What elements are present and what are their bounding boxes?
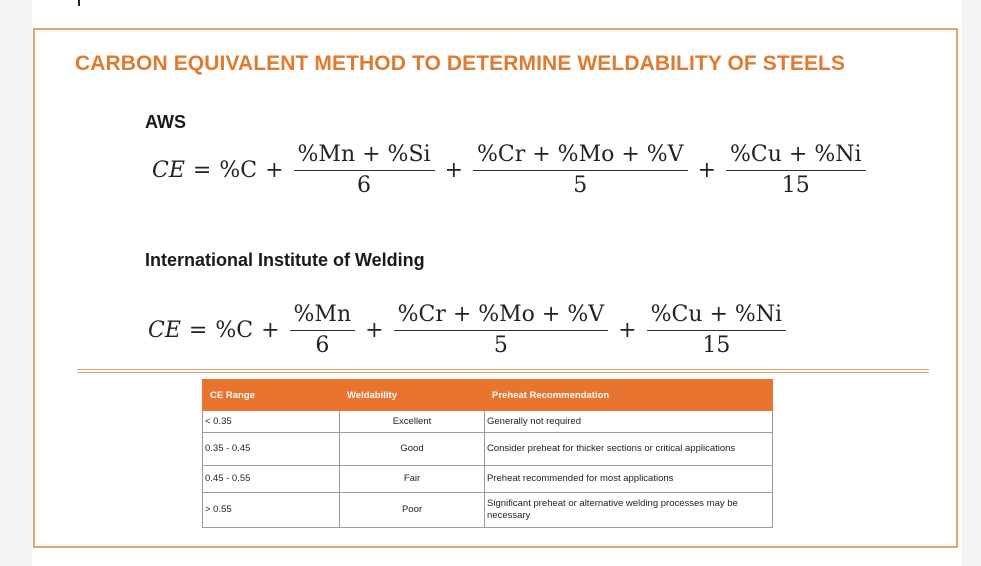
plus-sign: + — [697, 158, 716, 184]
aws-heading: AWS — [145, 112, 187, 132]
weldability-cell: Excellent — [340, 411, 485, 433]
denominator: 15 — [781, 173, 810, 199]
numerator: %Mn + %Si — [294, 143, 435, 171]
numerator: %Mn — [290, 303, 356, 331]
divider-line — [77, 369, 929, 370]
table-row — [203, 433, 773, 466]
aws-formula — [152, 143, 868, 198]
preheat-cell: Consider preheat for thicker sections or critical applications — [485, 433, 773, 466]
equals-sign: = — [188, 318, 208, 344]
preheat-cell: Preheat recommended for most applications — [485, 466, 773, 493]
page-edge-mark — [78, 0, 80, 6]
carbon-term: %C — [219, 158, 258, 184]
weldability-cell: Fair — [340, 466, 485, 493]
numerator: %Cu + %Ni — [726, 143, 866, 171]
column-header-ce-range: CE Range — [203, 380, 340, 411]
table-row — [203, 466, 773, 493]
plus-sign: + — [265, 158, 284, 184]
fraction-cr-mo-v — [394, 303, 609, 358]
formula-lhs: CE — [152, 158, 185, 184]
table-row — [203, 493, 773, 528]
ce-range-cell: 0.45 - 0.55 — [203, 466, 340, 493]
column-header-preheat: Preheat Recommendation — [485, 380, 773, 411]
plus-sign: + — [365, 318, 384, 344]
column-header-weldability: Weldability — [340, 380, 485, 411]
denominator: 15 — [702, 333, 731, 359]
ce-range-cell: > 0.55 — [203, 493, 340, 528]
carbon-term: %C — [215, 318, 254, 344]
preheat-cell: Significant preheat or alternative welding processes may be necessary — [485, 493, 773, 528]
denominator: 5 — [493, 333, 508, 359]
fraction-cu-ni — [647, 303, 787, 358]
preheat-cell: Generally not required — [485, 411, 773, 433]
denominator: 5 — [573, 173, 588, 199]
plus-sign: + — [444, 158, 463, 184]
fraction-cr-mo-v — [473, 143, 688, 198]
weldability-table — [202, 379, 773, 528]
iiw-heading: International Institute of Welding — [145, 250, 425, 270]
document-title: CARBON EQUIVALENT METHOD TO DETERMINE WELDABILITY OF STEELS — [75, 52, 846, 75]
numerator: %Cr + %Mo + %V — [473, 143, 688, 171]
equals-sign: = — [192, 158, 212, 184]
table-header-row — [203, 380, 773, 411]
plus-sign: + — [261, 318, 280, 344]
numerator: %Cr + %Mo + %V — [394, 303, 609, 331]
table-row — [203, 411, 773, 433]
weldability-cell: Poor — [340, 493, 485, 528]
ce-range-cell: < 0.35 — [203, 411, 340, 433]
plus-sign: + — [618, 318, 637, 344]
fraction-mn-si — [294, 143, 435, 198]
fraction-mn — [290, 303, 356, 358]
fraction-cu-ni — [726, 143, 866, 198]
iiw-formula — [148, 303, 788, 358]
denominator: 6 — [315, 333, 330, 359]
divider-line — [77, 372, 929, 373]
weldability-cell: Good — [340, 433, 485, 466]
ce-range-cell: 0.35 - 0.45 — [203, 433, 340, 466]
numerator: %Cu + %Ni — [647, 303, 787, 331]
content-frame — [33, 28, 958, 548]
formula-lhs: CE — [148, 318, 181, 344]
denominator: 6 — [357, 173, 372, 199]
